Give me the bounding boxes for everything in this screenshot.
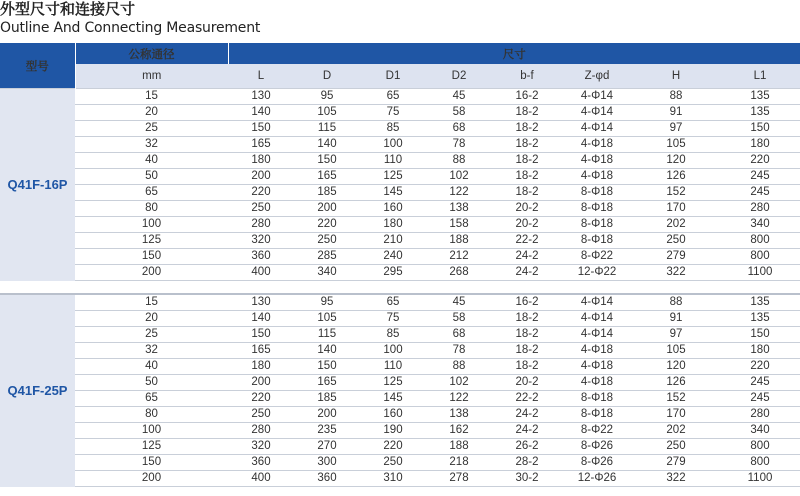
table-cell: 4-Φ14 xyxy=(562,311,632,327)
table-cell: 120 xyxy=(632,153,720,169)
table-cell: 18-2 xyxy=(492,185,562,201)
table-cell: 20-2 xyxy=(492,217,562,233)
col-z-phid: Z-φd xyxy=(562,64,632,89)
table-cell: 28-2 xyxy=(492,455,562,471)
table-cell: 202 xyxy=(632,217,720,233)
table-cell: 165 xyxy=(228,343,294,359)
table-cell: 170 xyxy=(632,407,720,423)
table-cell: 20-2 xyxy=(492,201,562,217)
header-row-1 xyxy=(0,43,800,64)
table-cell: 115 xyxy=(294,121,360,137)
table-cell: 250 xyxy=(632,233,720,249)
table-cell: 280 xyxy=(228,217,294,233)
table-cell: 15 xyxy=(75,294,228,311)
table-cell: 320 xyxy=(228,233,294,249)
table-cell: 24-2 xyxy=(492,407,562,423)
table-row xyxy=(0,343,800,359)
table-cell: 24-2 xyxy=(492,423,562,439)
col-L1: L1 xyxy=(720,64,800,89)
table-cell: 300 xyxy=(294,455,360,471)
table-cell: 150 xyxy=(720,327,800,343)
table-cell: 145 xyxy=(360,185,426,201)
table-cell: 150 xyxy=(294,153,360,169)
table-cell: 340 xyxy=(294,265,360,281)
table-cell: 18-2 xyxy=(492,343,562,359)
table-cell: 220 xyxy=(228,391,294,407)
header-size: 尺寸 xyxy=(228,43,800,64)
table-row xyxy=(0,391,800,407)
table-cell: 125 xyxy=(75,439,228,455)
table-cell: 220 xyxy=(294,217,360,233)
table-row xyxy=(0,233,800,249)
table-cell: 165 xyxy=(294,375,360,391)
header-row-2 xyxy=(0,64,800,89)
table-cell: 150 xyxy=(228,121,294,137)
table-cell: 20-2 xyxy=(492,375,562,391)
table-cell: 245 xyxy=(720,391,800,407)
table-cell: 88 xyxy=(632,89,720,105)
table-cell: 152 xyxy=(632,185,720,201)
table-cell: 250 xyxy=(228,201,294,217)
table-cell: 126 xyxy=(632,375,720,391)
table-row xyxy=(0,359,800,375)
table-cell: 250 xyxy=(632,439,720,455)
table-cell: 360 xyxy=(228,455,294,471)
group-separator xyxy=(0,281,800,295)
table-cell: 18-2 xyxy=(492,153,562,169)
table-cell: 75 xyxy=(360,105,426,121)
table-cell: 162 xyxy=(426,423,492,439)
table-cell: 360 xyxy=(228,249,294,265)
table-cell: 200 xyxy=(294,201,360,217)
table-cell: 245 xyxy=(720,185,800,201)
table-cell: 188 xyxy=(426,233,492,249)
header-model: 型号 xyxy=(0,43,75,89)
table-cell: 280 xyxy=(720,407,800,423)
table-cell: 130 xyxy=(228,89,294,105)
table-cell: 140 xyxy=(228,311,294,327)
table-cell: 1100 xyxy=(720,265,800,281)
table-cell: 138 xyxy=(426,201,492,217)
table-cell: 100 xyxy=(360,137,426,153)
table-row xyxy=(0,217,800,233)
table-cell: 105 xyxy=(294,105,360,121)
table-row xyxy=(0,455,800,471)
table-cell: 18-2 xyxy=(492,105,562,121)
table-cell: 88 xyxy=(632,294,720,311)
table-row xyxy=(0,311,800,327)
table-cell: 75 xyxy=(360,311,426,327)
table-cell: 80 xyxy=(75,201,228,217)
table-cell: 122 xyxy=(426,391,492,407)
col-mm: mm xyxy=(75,64,228,89)
table-cell: 4-Φ18 xyxy=(562,375,632,391)
table-cell: 16-2 xyxy=(492,89,562,105)
table-cell: 20 xyxy=(75,105,228,121)
table-cell: 115 xyxy=(294,327,360,343)
table-cell: 85 xyxy=(360,121,426,137)
table-cell: 4-Φ14 xyxy=(562,105,632,121)
table-cell: 40 xyxy=(75,359,228,375)
table-row xyxy=(0,439,800,455)
separator-cell xyxy=(0,281,800,295)
table-cell: 16-2 xyxy=(492,294,562,311)
table-cell: 15 xyxy=(75,89,228,105)
table-cell: 18-2 xyxy=(492,327,562,343)
table-cell: 268 xyxy=(426,265,492,281)
table-cell: 150 xyxy=(294,359,360,375)
table-cell: 400 xyxy=(228,265,294,281)
table-cell: 190 xyxy=(360,423,426,439)
table-cell: 4-Φ14 xyxy=(562,327,632,343)
table-cell: 138 xyxy=(426,407,492,423)
table-cell: 18-2 xyxy=(492,359,562,375)
table-cell: 97 xyxy=(632,121,720,137)
table-cell: 105 xyxy=(632,137,720,153)
table-cell: 340 xyxy=(720,423,800,439)
table-cell: 200 xyxy=(75,265,228,281)
col-H: H xyxy=(632,64,720,89)
table-cell: 65 xyxy=(75,185,228,201)
table-cell: 270 xyxy=(294,439,360,455)
table-cell: 135 xyxy=(720,105,800,121)
col-D1: D1 xyxy=(360,64,426,89)
table-cell: 250 xyxy=(360,455,426,471)
table-cell: 150 xyxy=(720,121,800,137)
col-D: D xyxy=(294,64,360,89)
table-cell: 105 xyxy=(632,343,720,359)
table-row xyxy=(0,375,800,391)
table-cell: 68 xyxy=(426,327,492,343)
table-cell: 91 xyxy=(632,105,720,121)
table-cell: 100 xyxy=(75,217,228,233)
table-cell: 50 xyxy=(75,169,228,185)
table-cell: 158 xyxy=(426,217,492,233)
table-row xyxy=(0,105,800,121)
table-cell: 26-2 xyxy=(492,439,562,455)
table-cell: 18-2 xyxy=(492,121,562,137)
table-cell: 278 xyxy=(426,471,492,487)
title-chinese: 外型尺寸和连接尺寸 xyxy=(0,0,136,18)
table-cell: 4-Φ18 xyxy=(562,153,632,169)
table-row xyxy=(0,407,800,423)
table-row xyxy=(0,121,800,137)
table-cell: 88 xyxy=(426,153,492,169)
table-cell: 160 xyxy=(360,407,426,423)
table-cell: 240 xyxy=(360,249,426,265)
table-cell: 125 xyxy=(360,169,426,185)
table-cell: 220 xyxy=(720,153,800,169)
table-cell: 135 xyxy=(720,89,800,105)
col-b-f: b-f xyxy=(492,64,562,89)
table-cell: 126 xyxy=(632,169,720,185)
table-cell: 122 xyxy=(426,185,492,201)
table-cell: 180 xyxy=(720,343,800,359)
table-cell: 279 xyxy=(632,455,720,471)
table-cell: 170 xyxy=(632,201,720,217)
table-cell: 180 xyxy=(228,359,294,375)
table-cell: 4-Φ18 xyxy=(562,137,632,153)
table-cell: 102 xyxy=(426,375,492,391)
table-cell: 140 xyxy=(294,137,360,153)
table-cell: 250 xyxy=(294,233,360,249)
table-cell: 20 xyxy=(75,311,228,327)
table-cell: 185 xyxy=(294,185,360,201)
header-nominal-diameter: 公称通径 xyxy=(75,43,228,64)
table-cell: 30-2 xyxy=(492,471,562,487)
table-cell: 22-2 xyxy=(492,233,562,249)
table-row xyxy=(0,423,800,439)
table-row xyxy=(0,249,800,265)
table-cell: 4-Φ14 xyxy=(562,121,632,137)
table-cell: 400 xyxy=(228,471,294,487)
table-cell: 245 xyxy=(720,375,800,391)
table-cell: 8-Φ22 xyxy=(562,423,632,439)
table-row xyxy=(0,471,800,487)
table-cell: 45 xyxy=(426,294,492,311)
table-cell: 218 xyxy=(426,455,492,471)
table-cell: 110 xyxy=(360,153,426,169)
table-cell: 340 xyxy=(720,217,800,233)
table-cell: 800 xyxy=(720,233,800,249)
table-cell: 25 xyxy=(75,327,228,343)
table-cell: 8-Φ18 xyxy=(562,391,632,407)
table-cell: 4-Φ18 xyxy=(562,359,632,375)
table-cell: 800 xyxy=(720,455,800,471)
table-cell: 150 xyxy=(228,327,294,343)
table-cell: 152 xyxy=(632,391,720,407)
table-cell: 212 xyxy=(426,249,492,265)
table-cell: 140 xyxy=(228,105,294,121)
table-cell: 188 xyxy=(426,439,492,455)
dimension-table xyxy=(0,43,800,487)
table-cell: 279 xyxy=(632,249,720,265)
table-cell: 250 xyxy=(228,407,294,423)
model-cell: Q41F-16P xyxy=(0,89,75,281)
table-cell: 130 xyxy=(228,294,294,311)
table-cell: 91 xyxy=(632,311,720,327)
table-cell: 180 xyxy=(360,217,426,233)
table-cell: 322 xyxy=(632,471,720,487)
table-cell: 280 xyxy=(228,423,294,439)
table-cell: 200 xyxy=(75,471,228,487)
table-cell: 360 xyxy=(294,471,360,487)
table-cell: 200 xyxy=(294,407,360,423)
table-cell: 285 xyxy=(294,249,360,265)
table-cell: 1100 xyxy=(720,471,800,487)
table-cell: 4-Φ18 xyxy=(562,343,632,359)
table-cell: 220 xyxy=(360,439,426,455)
table-cell: 800 xyxy=(720,439,800,455)
table-cell: 4-Φ14 xyxy=(562,294,632,311)
table-cell: 68 xyxy=(426,121,492,137)
table-cell: 24-2 xyxy=(492,249,562,265)
col-L: L xyxy=(228,64,294,89)
table-cell: 8-Φ18 xyxy=(562,185,632,201)
table-row xyxy=(0,327,800,343)
table-cell: 220 xyxy=(720,359,800,375)
table-row xyxy=(0,201,800,217)
table-cell: 8-Φ18 xyxy=(562,217,632,233)
table-cell: 320 xyxy=(228,439,294,455)
table-row xyxy=(0,185,800,201)
table-cell: 58 xyxy=(426,311,492,327)
table-cell: 80 xyxy=(75,407,228,423)
title-english: Outline And Connecting Measurement xyxy=(0,20,261,36)
table-row xyxy=(0,294,800,311)
table-cell: 95 xyxy=(294,89,360,105)
table-cell: 150 xyxy=(75,455,228,471)
table-cell: 18-2 xyxy=(492,169,562,185)
table-cell: 210 xyxy=(360,233,426,249)
table-cell: 97 xyxy=(632,327,720,343)
table-cell: 105 xyxy=(294,311,360,327)
table-cell: 58 xyxy=(426,105,492,121)
table-row xyxy=(0,265,800,281)
table-cell: 78 xyxy=(426,137,492,153)
table-row xyxy=(0,153,800,169)
table-cell: 180 xyxy=(228,153,294,169)
table-row xyxy=(0,89,800,105)
table-cell: 8-Φ18 xyxy=(562,233,632,249)
table-cell: 150 xyxy=(75,249,228,265)
table-cell: 202 xyxy=(632,423,720,439)
table-cell: 135 xyxy=(720,311,800,327)
table-row xyxy=(0,169,800,185)
table-cell: 18-2 xyxy=(492,137,562,153)
table-cell: 165 xyxy=(294,169,360,185)
table-cell: 125 xyxy=(75,233,228,249)
table-cell: 120 xyxy=(632,359,720,375)
table-cell: 220 xyxy=(228,185,294,201)
table-cell: 78 xyxy=(426,343,492,359)
table-cell: 4-Φ14 xyxy=(562,89,632,105)
table-cell: 95 xyxy=(294,294,360,311)
table-cell: 280 xyxy=(720,201,800,217)
table-cell: 8-Φ18 xyxy=(562,201,632,217)
table-cell: 322 xyxy=(632,265,720,281)
table-cell: 85 xyxy=(360,327,426,343)
table-cell: 235 xyxy=(294,423,360,439)
table-cell: 310 xyxy=(360,471,426,487)
table-cell: 65 xyxy=(360,294,426,311)
table-cell: 4-Φ18 xyxy=(562,169,632,185)
table-row xyxy=(0,137,800,153)
table-cell: 180 xyxy=(720,137,800,153)
table-cell: 65 xyxy=(75,391,228,407)
table-cell: 8-Φ26 xyxy=(562,439,632,455)
table-cell: 200 xyxy=(228,169,294,185)
table-cell: 32 xyxy=(75,137,228,153)
table-cell: 50 xyxy=(75,375,228,391)
table-cell: 24-2 xyxy=(492,265,562,281)
table-cell: 32 xyxy=(75,343,228,359)
table-cell: 8-Φ26 xyxy=(562,455,632,471)
table-cell: 22-2 xyxy=(492,391,562,407)
table-cell: 800 xyxy=(720,249,800,265)
table-cell: 8-Φ18 xyxy=(562,407,632,423)
table-cell: 102 xyxy=(426,169,492,185)
table-cell: 8-Φ22 xyxy=(562,249,632,265)
table-cell: 295 xyxy=(360,265,426,281)
col-D2: D2 xyxy=(426,64,492,89)
table-cell: 245 xyxy=(720,169,800,185)
table-cell: 165 xyxy=(228,137,294,153)
table-cell: 12-Φ22 xyxy=(562,265,632,281)
table-cell: 185 xyxy=(294,391,360,407)
table-cell: 200 xyxy=(228,375,294,391)
table-cell: 88 xyxy=(426,359,492,375)
table-cell: 100 xyxy=(75,423,228,439)
table-cell: 12-Φ26 xyxy=(562,471,632,487)
table-cell: 40 xyxy=(75,153,228,169)
table-cell: 100 xyxy=(360,343,426,359)
table-cell: 65 xyxy=(360,89,426,105)
table-cell: 25 xyxy=(75,121,228,137)
table-cell: 135 xyxy=(720,294,800,311)
table-cell: 145 xyxy=(360,391,426,407)
table-cell: 18-2 xyxy=(492,311,562,327)
table-cell: 160 xyxy=(360,201,426,217)
table-cell: 140 xyxy=(294,343,360,359)
table-cell: 125 xyxy=(360,375,426,391)
table-cell: 110 xyxy=(360,359,426,375)
model-cell: Q41F-25P xyxy=(0,294,75,487)
table-cell: 45 xyxy=(426,89,492,105)
